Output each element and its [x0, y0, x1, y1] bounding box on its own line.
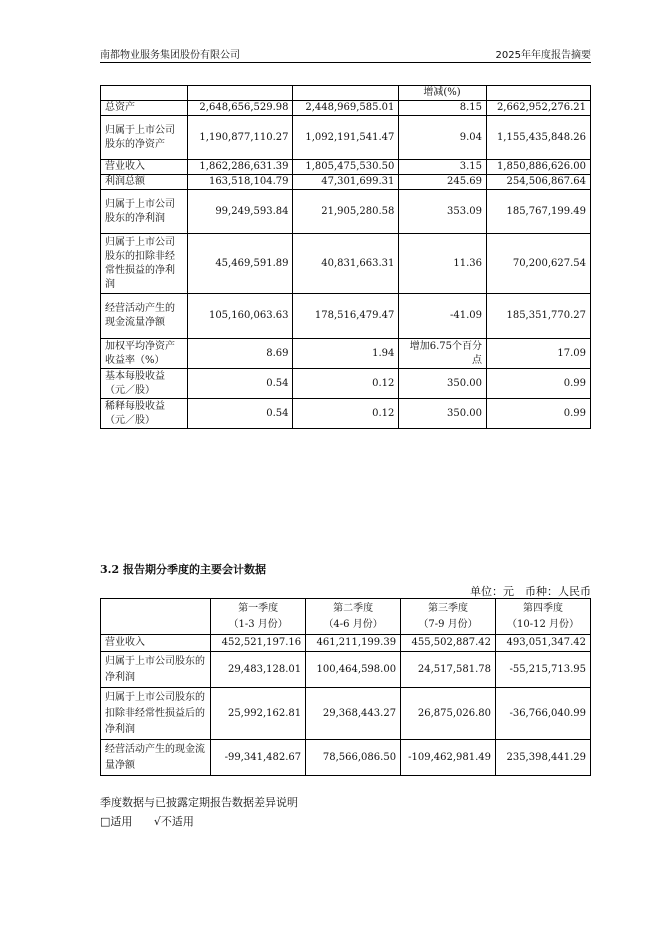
unit-note: 单位：元 币种：人民币	[470, 585, 591, 598]
option-applicable: □适用	[100, 815, 133, 828]
company-name: 南都物业服务集团股份有限公司	[100, 50, 240, 61]
table-row: 归属于上市公司股东的扣除非经常性损益后的净利润 25,992,162.81 29,368,443.27 26,875,026.80 -36,766,040.99	[101, 688, 591, 740]
table-row: 基本每股收益（元／股） 0.54 0.12 350.00 0.99	[101, 369, 591, 399]
change-header: 增减(%)	[399, 86, 487, 101]
table-row: 归属于上市公司股东的净资产 1,190,877,110.27 1,092,191,541.47 9.04 1,155,435,848.26	[101, 116, 591, 160]
page-header	[100, 44, 591, 63]
difference-note: 季度数据与已披露定期报告数据差异说明	[100, 796, 298, 809]
main-accounting-data-table	[100, 85, 591, 429]
table-row: 归属于上市公司股东的扣除非经常性损益的净利润 45,469,591.89 40,831,663.31 11.36 70,200,627.54	[101, 234, 591, 294]
table-row: 营业收入 1,862,286,631.39 1,805,475,530.50 3.15 1,850,886,626.00	[101, 160, 591, 175]
table-row: 加权平均净资产收益率（%） 8.69 1.94 增加6.75个百分点 17.09	[101, 339, 591, 369]
quarter-header: 第四季度 （10-12 月份）	[496, 599, 591, 635]
quarter-header: 第一季度 （1-3 月份）	[211, 599, 306, 635]
table-row: 归属于上市公司股东的净利润 29,483,128.01 100,464,598.00 24,517,581.78 -55,215,713.95	[101, 652, 591, 688]
table-row: 营业收入 452,521,197.16 461,211,199.39 455,502,887.42 493,051,347.42	[101, 635, 591, 652]
quarter-header: 第二季度 （4-6 月份）	[306, 599, 401, 635]
report-title: 2025年年度报告摘要	[495, 50, 591, 61]
quarter-header: 第三季度 （7-9 月份）	[401, 599, 496, 635]
table-row: 总资产 2,648,656,529.98 2,448,969,585.01 8.15 2,662,952,276.21	[101, 101, 591, 116]
table-row: 稀释每股收益（元／股） 0.54 0.12 350.00 0.99	[101, 399, 591, 429]
table-row: 利润总额 163,518,104.79 47,301,699.31 245.69 254,506,867.64	[101, 175, 591, 190]
quarterly-data-table	[100, 598, 591, 776]
table-header-row	[101, 86, 591, 101]
table-row: 经营活动产生的现金流量净额 105,160,063.63 178,516,479.47 -41.09 185,351,770.27	[101, 294, 591, 339]
option-not-applicable: √不适用	[153, 815, 194, 828]
table-row: 归属于上市公司股东的净利润 99,249,593.84 21,905,280.58 353.09 185,767,199.49	[101, 190, 591, 234]
section-title: 3.2 报告期分季度的主要会计数据	[100, 563, 266, 576]
table-row: 经营活动产生的现金流量净额 -99,341,482.67 78,566,086.50 -109,462,981.49 235,398,441.29	[101, 740, 591, 776]
applicability-options	[100, 813, 212, 829]
table-header-row	[101, 599, 591, 635]
